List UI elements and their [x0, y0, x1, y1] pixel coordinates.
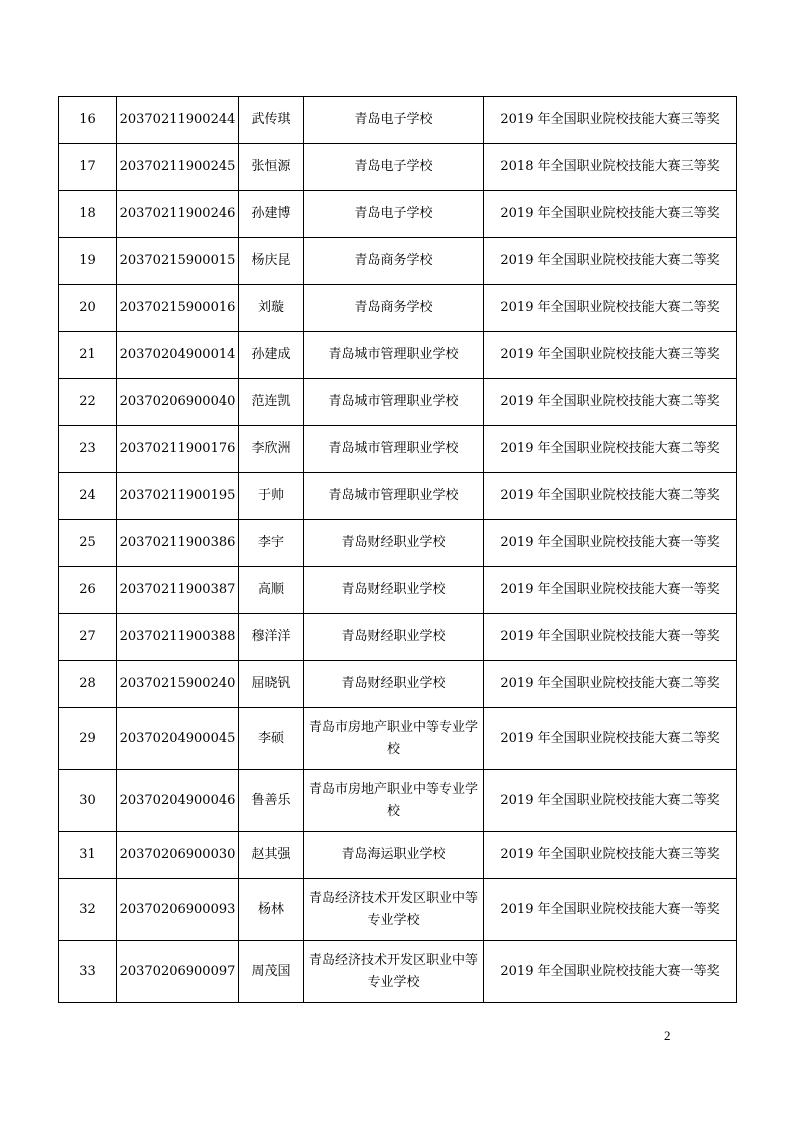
school-name: 青岛海运职业学校 — [304, 832, 484, 879]
table-row — [59, 379, 737, 426]
table-row — [59, 708, 737, 770]
student-name: 李宇 — [239, 520, 304, 567]
student-name: 李硕 — [239, 708, 304, 770]
student-name: 赵其强 — [239, 832, 304, 879]
student-name: 李欣洲 — [239, 426, 304, 473]
table-row — [59, 285, 737, 332]
row-number: 25 — [59, 520, 117, 567]
row-number: 24 — [59, 473, 117, 520]
award-description: 2019 年全国职业院校技能大赛一等奖 — [484, 941, 737, 1003]
student-id: 20370211900244 — [117, 97, 239, 144]
award-description: 2019 年全国职业院校技能大赛一等奖 — [484, 567, 737, 614]
row-number: 28 — [59, 661, 117, 708]
school-name: 青岛城市管理职业学校 — [304, 426, 484, 473]
award-table — [58, 96, 737, 1003]
award-description: 2019 年全国职业院校技能大赛二等奖 — [484, 661, 737, 708]
table-row — [59, 97, 737, 144]
student-id: 20370211900386 — [117, 520, 239, 567]
row-number: 32 — [59, 879, 117, 941]
school-name: 青岛电子学校 — [304, 144, 484, 191]
student-name: 穆洋洋 — [239, 614, 304, 661]
table-row — [59, 879, 737, 941]
award-description: 2019 年全国职业院校技能大赛三等奖 — [484, 97, 737, 144]
award-description: 2019 年全国职业院校技能大赛二等奖 — [484, 379, 737, 426]
school-name: 青岛市房地产职业中等专业学校 — [304, 770, 484, 832]
row-number: 33 — [59, 941, 117, 1003]
table-row — [59, 661, 737, 708]
student-id: 20370211900388 — [117, 614, 239, 661]
student-id: 20370204900014 — [117, 332, 239, 379]
table-row — [59, 520, 737, 567]
student-name: 高顺 — [239, 567, 304, 614]
award-description: 2019 年全国职业院校技能大赛二等奖 — [484, 770, 737, 832]
school-name: 青岛商务学校 — [304, 238, 484, 285]
award-description: 2019 年全国职业院校技能大赛二等奖 — [484, 285, 737, 332]
student-name: 屈晓钒 — [239, 661, 304, 708]
table-row — [59, 832, 737, 879]
school-name: 青岛商务学校 — [304, 285, 484, 332]
student-id: 20370215900016 — [117, 285, 239, 332]
table-row — [59, 770, 737, 832]
award-description: 2019 年全国职业院校技能大赛二等奖 — [484, 238, 737, 285]
student-id: 20370215900240 — [117, 661, 239, 708]
award-table-body — [59, 97, 737, 1003]
row-number: 17 — [59, 144, 117, 191]
table-row — [59, 238, 737, 285]
award-description: 2019 年全国职业院校技能大赛一等奖 — [484, 879, 737, 941]
student-name: 杨林 — [239, 879, 304, 941]
award-description: 2019 年全国职业院校技能大赛三等奖 — [484, 191, 737, 238]
row-number: 21 — [59, 332, 117, 379]
student-name: 杨庆昆 — [239, 238, 304, 285]
student-id: 20370206900030 — [117, 832, 239, 879]
table-row — [59, 473, 737, 520]
student-id: 20370204900045 — [117, 708, 239, 770]
school-name: 青岛城市管理职业学校 — [304, 332, 484, 379]
school-name: 青岛财经职业学校 — [304, 614, 484, 661]
row-number: 16 — [59, 97, 117, 144]
row-number: 18 — [59, 191, 117, 238]
student-name: 范连凯 — [239, 379, 304, 426]
table-row — [59, 941, 737, 1003]
student-name: 刘璇 — [239, 285, 304, 332]
student-id: 20370211900195 — [117, 473, 239, 520]
student-id: 20370215900015 — [117, 238, 239, 285]
table-row — [59, 144, 737, 191]
student-name: 张恒源 — [239, 144, 304, 191]
school-name: 青岛城市管理职业学校 — [304, 379, 484, 426]
row-number: 22 — [59, 379, 117, 426]
table-row — [59, 426, 737, 473]
student-name: 孙建博 — [239, 191, 304, 238]
student-id: 20370206900040 — [117, 379, 239, 426]
school-name: 青岛财经职业学校 — [304, 567, 484, 614]
table-row — [59, 191, 737, 238]
award-description: 2018 年全国职业院校技能大赛三等奖 — [484, 144, 737, 191]
award-description: 2019 年全国职业院校技能大赛二等奖 — [484, 473, 737, 520]
school-name: 青岛电子学校 — [304, 191, 484, 238]
student-name: 周茂国 — [239, 941, 304, 1003]
school-name: 青岛财经职业学校 — [304, 661, 484, 708]
school-name: 青岛城市管理职业学校 — [304, 473, 484, 520]
award-description: 2019 年全国职业院校技能大赛一等奖 — [484, 614, 737, 661]
student-id: 20370211900387 — [117, 567, 239, 614]
award-description: 2019 年全国职业院校技能大赛二等奖 — [484, 426, 737, 473]
row-number: 19 — [59, 238, 117, 285]
student-id: 20370211900246 — [117, 191, 239, 238]
student-name: 武传琪 — [239, 97, 304, 144]
table-row — [59, 567, 737, 614]
award-description: 2019 年全国职业院校技能大赛三等奖 — [484, 332, 737, 379]
table-row — [59, 332, 737, 379]
row-number: 20 — [59, 285, 117, 332]
table-row — [59, 614, 737, 661]
student-id: 20370204900046 — [117, 770, 239, 832]
school-name: 青岛财经职业学校 — [304, 520, 484, 567]
award-description: 2019 年全国职业院校技能大赛一等奖 — [484, 520, 737, 567]
school-name: 青岛电子学校 — [304, 97, 484, 144]
student-name: 鲁善乐 — [239, 770, 304, 832]
school-name: 青岛经济技术开发区职业中等专业学校 — [304, 941, 484, 1003]
student-name: 于帅 — [239, 473, 304, 520]
row-number: 23 — [59, 426, 117, 473]
student-name: 孙建成 — [239, 332, 304, 379]
school-name: 青岛经济技术开发区职业中等专业学校 — [304, 879, 484, 941]
award-description: 2019 年全国职业院校技能大赛三等奖 — [484, 832, 737, 879]
student-id: 20370211900176 — [117, 426, 239, 473]
award-description: 2019 年全国职业院校技能大赛二等奖 — [484, 708, 737, 770]
student-id: 20370211900245 — [117, 144, 239, 191]
student-id: 20370206900097 — [117, 941, 239, 1003]
school-name: 青岛市房地产职业中等专业学校 — [304, 708, 484, 770]
page-number: 2 — [664, 1028, 671, 1043]
row-number: 26 — [59, 567, 117, 614]
student-id: 20370206900093 — [117, 879, 239, 941]
row-number: 30 — [59, 770, 117, 832]
row-number: 29 — [59, 708, 117, 770]
row-number: 31 — [59, 832, 117, 879]
row-number: 27 — [59, 614, 117, 661]
